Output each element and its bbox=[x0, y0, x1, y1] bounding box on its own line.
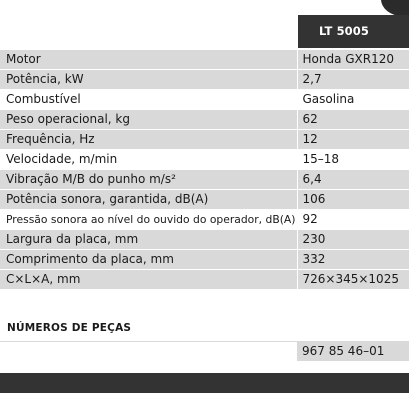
spec-row-sound-pressure bbox=[0, 210, 409, 230]
spec-value: 12 bbox=[297, 130, 409, 150]
spec-row-power bbox=[0, 70, 409, 90]
spec-label: Vibração M/B do punho m/s² bbox=[0, 170, 297, 190]
parts-row bbox=[0, 342, 409, 361]
parts-title: NÚMEROS DE PEÇAS bbox=[7, 322, 132, 334]
spec-value: 62 bbox=[297, 110, 409, 130]
spec-label: Combustível bbox=[0, 90, 297, 110]
model-name: LT 5005 bbox=[319, 24, 369, 38]
spec-label: Pressão sonora ao nível do ouvido do operador, dB(A) bbox=[0, 210, 297, 230]
spec-row-sound-power bbox=[0, 190, 409, 210]
spec-label: Frequência, Hz bbox=[0, 130, 297, 150]
spec-value: Gasolina bbox=[297, 90, 409, 110]
spec-label: Largura da placa, mm bbox=[0, 230, 297, 250]
spec-value: 106 bbox=[297, 190, 409, 210]
spec-label: Potência sonora, garantida, dB(A) bbox=[0, 190, 297, 210]
spec-value: 2,7 bbox=[297, 70, 409, 90]
corner-decoration bbox=[381, 0, 409, 16]
spec-label: Motor bbox=[0, 50, 297, 70]
parts-row-blank bbox=[0, 342, 296, 361]
spec-label: Peso operacional, kg bbox=[0, 110, 297, 130]
spec-value: 92 bbox=[297, 210, 409, 230]
spec-row-plate-length bbox=[0, 250, 409, 270]
spec-value: 15–18 bbox=[297, 150, 409, 170]
spec-row-vibration bbox=[0, 170, 409, 190]
spec-row-frequency bbox=[0, 130, 409, 150]
spec-row-speed bbox=[0, 150, 409, 170]
spec-label: Velocidade, m/min bbox=[0, 150, 297, 170]
spec-row-dimensions bbox=[0, 270, 409, 290]
spec-row-weight bbox=[0, 110, 409, 130]
spec-value: 230 bbox=[297, 230, 409, 250]
spec-value: Honda GXR120 bbox=[297, 50, 409, 70]
spec-value: 6,4 bbox=[297, 170, 409, 190]
spec-row-fuel bbox=[0, 90, 409, 110]
spec-row-plate-width bbox=[0, 230, 409, 250]
spec-row-motor bbox=[0, 50, 409, 70]
model-header bbox=[298, 15, 409, 48]
spec-label: C×L×A, mm bbox=[0, 270, 297, 290]
part-number: 967 85 46–01 bbox=[297, 342, 409, 361]
spec-value: 726×345×1025 bbox=[297, 270, 409, 290]
spec-label: Potência, kW bbox=[0, 70, 297, 90]
spec-value: 332 bbox=[297, 250, 409, 270]
footer-bar bbox=[0, 373, 409, 393]
spec-label: Comprimento da placa, mm bbox=[0, 250, 297, 270]
spec-table bbox=[0, 50, 409, 290]
